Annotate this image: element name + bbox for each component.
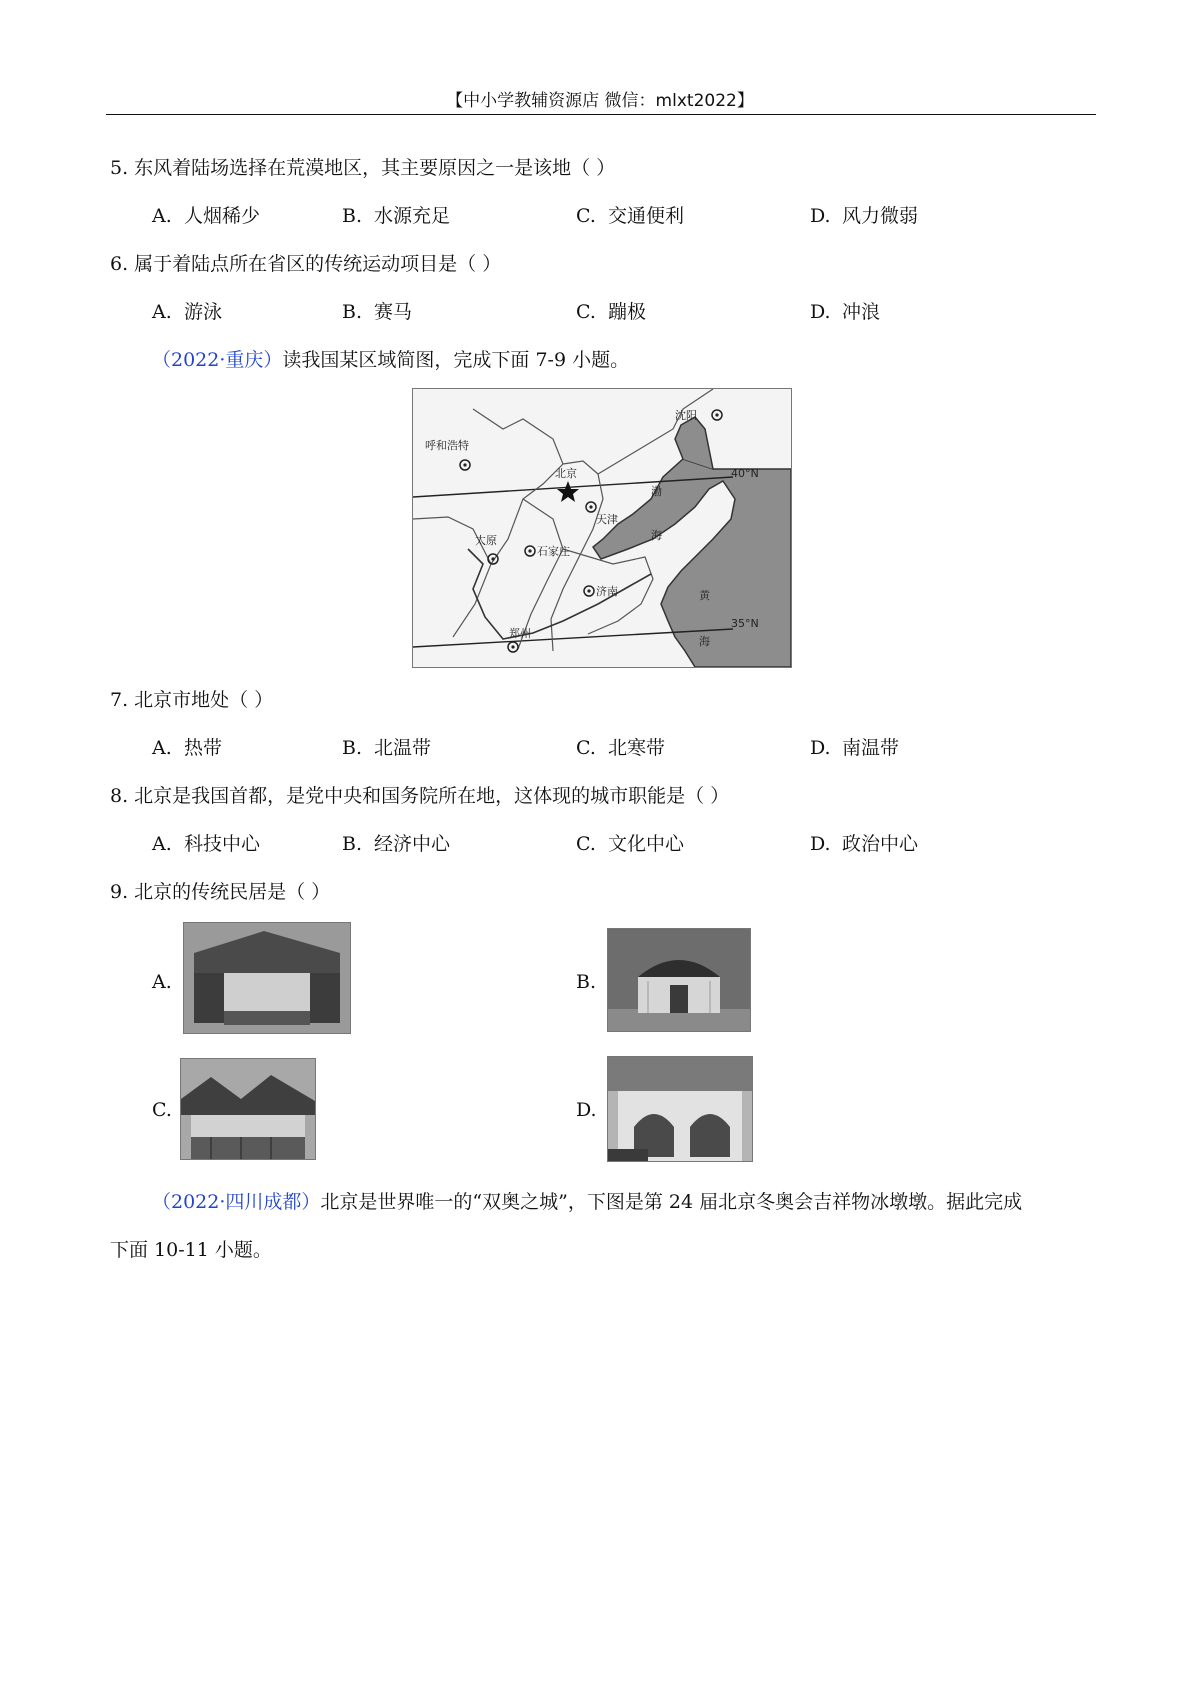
q7-option-c: C. 北寒带 xyxy=(576,737,666,759)
q7-option-a: A. 热带 xyxy=(152,737,223,759)
label-lat-40: 40°N xyxy=(731,467,759,480)
cave-dwelling-photo xyxy=(607,1056,753,1162)
q6-option-a: A. 游泳 xyxy=(152,301,223,323)
page-header: 【中小学教辅资源店 微信：mlxt2022】 xyxy=(446,91,754,111)
q5-option-c: C. 交通便利 xyxy=(576,205,685,227)
q8-option-b: B. 经济中心 xyxy=(342,833,451,855)
q5-option-d: D. 风力微弱 xyxy=(810,205,919,227)
siheyuan-photo xyxy=(183,922,351,1034)
source-link-2[interactable]: （2022·四川成都） xyxy=(152,1191,321,1213)
q8-stem: 8. 北京是我国首都，是党中央和国务院所在地，这体现的城市职能是（ ） xyxy=(110,785,730,807)
q5-stem: 5. 东风着陆场选择在荒漠地区，其主要原因之一是该地（ ） xyxy=(110,157,616,179)
stilt-house-photo xyxy=(180,1058,316,1160)
q9-stem: 9. 北京的传统民居是（ ） xyxy=(110,881,331,903)
q5-option-a: A. 人烟稀少 xyxy=(152,205,261,227)
q8-option-c: C. 文化中心 xyxy=(576,833,685,855)
label-hohhot: 呼和浩特 xyxy=(425,439,469,452)
label-huanghai-1: 黄 xyxy=(699,589,710,602)
q8-option-d: D. 政治中心 xyxy=(810,833,919,855)
q6-option-b: B. 赛马 xyxy=(342,301,413,323)
q8-option-a: A. 科技中心 xyxy=(152,833,261,855)
label-huanghai-2: 海 xyxy=(699,635,710,648)
q9-option-b-label: B. xyxy=(576,971,597,993)
label-lat-35: 35°N xyxy=(731,617,759,630)
q7-option-d: D. 南温带 xyxy=(810,737,900,759)
yurt-photo xyxy=(607,928,751,1032)
q6-stem: 6. 属于着陆点所在省区的传统运动项目是（ ） xyxy=(110,253,502,275)
q7-option-b: B. 北温带 xyxy=(342,737,432,759)
q5-option-b: B. 水源充足 xyxy=(342,205,451,227)
q6-option-d: D. 冲浪 xyxy=(810,301,881,323)
q9-option-d-label: D. xyxy=(576,1099,597,1121)
q9-option-a-label: A. xyxy=(152,971,172,993)
label-shijiazhuang: 石家庄 xyxy=(537,545,570,558)
label-shenyang: 沈阳 xyxy=(675,409,697,422)
q9-option-c-label: C. xyxy=(152,1099,172,1121)
intro-7-9: （2022·重庆）读我国某区域简图，完成下面 7-9 小题。 xyxy=(152,349,630,371)
label-bohai-2: 海 xyxy=(651,529,662,542)
source-link[interactable]: （2022·重庆） xyxy=(152,349,283,371)
header-rule xyxy=(106,114,1096,115)
label-tianjin: 天津 xyxy=(596,513,618,526)
label-taiyuan: 太原 xyxy=(475,534,497,547)
label-bohai-1: 渤 xyxy=(651,485,662,498)
region-map xyxy=(412,388,792,668)
label-zhengzhou: 郑州 xyxy=(509,627,531,640)
label-jinan: 济南 xyxy=(596,585,618,598)
q7-stem: 7. 北京市地处（ ） xyxy=(110,689,274,711)
intro-10-11: （2022·四川成都）北京是世界唯一的“双奥之城”，下图是第 24 届北京冬奥会吉祥物冰墩墩。据此完成 xyxy=(152,1191,1023,1213)
intro-10-11-cont: 下面 10-11 小题。 xyxy=(110,1239,272,1261)
label-beijing: 北京 xyxy=(555,467,577,480)
q6-option-c: C. 蹦极 xyxy=(576,301,647,323)
